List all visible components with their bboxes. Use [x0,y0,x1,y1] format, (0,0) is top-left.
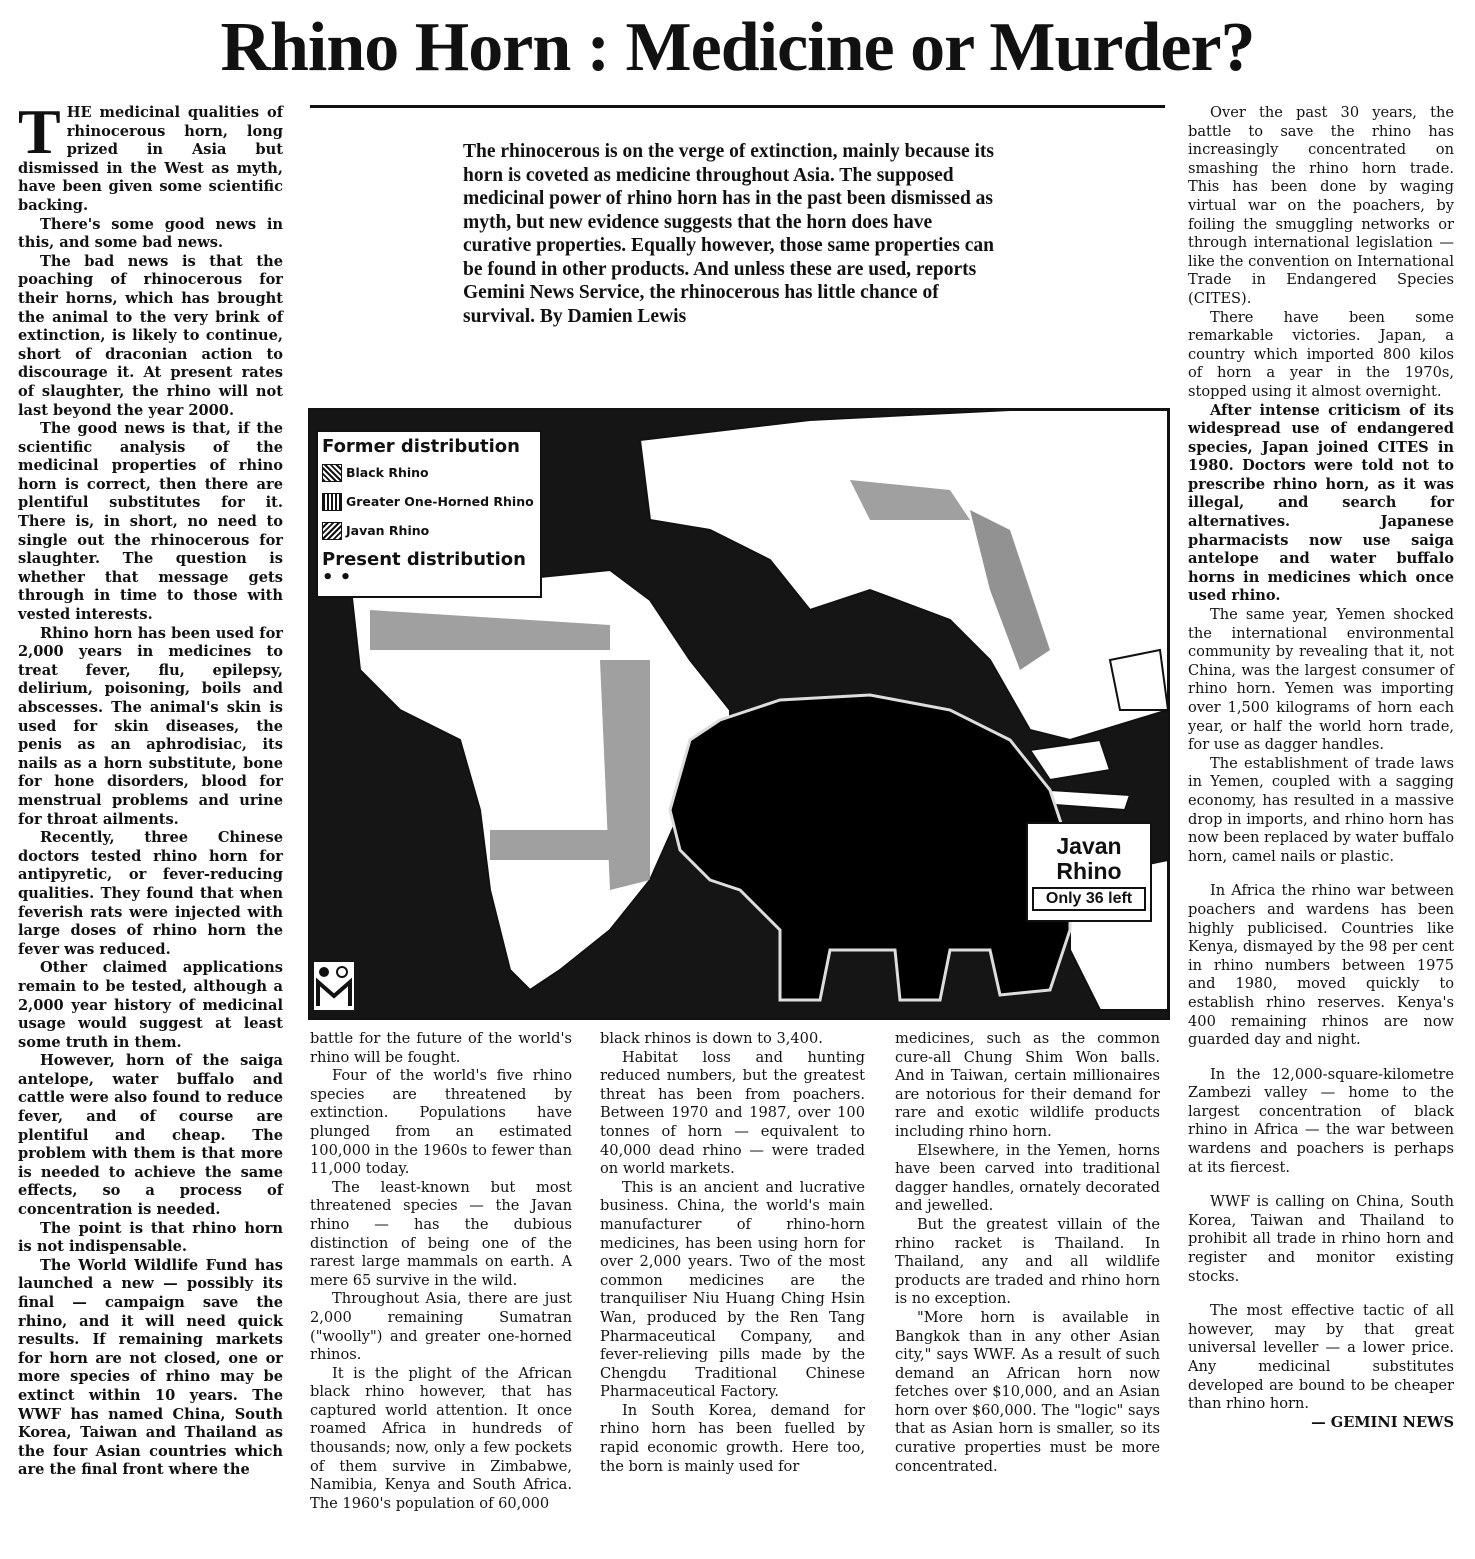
hatch-swatch-icon [322,464,342,482]
javan-rhino-callout: Javan Rhino Only 36 left [1026,822,1152,922]
paragraph: WWF is calling on China, South Korea, Taiwan and Thailand to prohibit all trade in rhino horn and register and monitor existing stocks. [1188,1193,1454,1285]
paragraph: In South Korea, demand for rhino horn has been fuelled by rapid economic growth. Here too, the born is mainly used for [600,1401,865,1475]
paragraph: Rhino horn has been used for 2,000 years in medicines to treat fever, flu, epilepsy, delirium, poisoning, boils and abscesses. The animal's skin is used for skin diseases, the penis as an aphrodisiac, its nails as a horn substitute, bone for hone disorders, blood for menstrual problems and urine for throat ailments. [18,624,283,828]
legend-item-greater-one-horned: Greater One-Horned Rhino [318,487,540,516]
paragraph: Throughout Asia, there are just 2,000 remaining Sumatran ("woolly") and greater one-horned rhinos. [310,1290,572,1364]
map-legend [316,430,542,598]
headline: Rhino Horn : Medicine or Murder? [220,9,1255,86]
paragraph: The same year, Yemen shocked the international environmental community by revealing that it, not China, was the largest consumer of rhino horn. Yemen was importing over 1,500 kilograms of horn each year, or half the world horn trade, for use as dagger handles. [1188,606,1454,754]
paragraph: There have been some remarkable victories. Japan, a country which imported 800 kilos of horn a year in the 1970s, stopped using it almost overnight. [1188,308,1454,400]
paragraph: battle for the future of the world's rhino will be fought. [310,1030,572,1066]
paragraph: Four of the world's five rhino species are threatened by extinction. Populations have plunged from an estimated 100,000 in the 1960s to fewer than 11,000 today. [310,1067,572,1178]
paragraph: But the greatest villain of the rhino racket is Thailand. In Thailand, any and all wildlife products are traded and rhino horn is no exception. [895,1215,1160,1308]
article-column-4 [895,1030,1160,1476]
paragraph: The least-known but most threatened species — the Javan rhino — has the dubious distinction of being one of the rarest large mammals on earth. A mere 65 survive in the wild. [310,1178,572,1289]
standfirst: The rhinocerous is on the verge of extinction, mainly because its horn is coveted as medicine throughout Asia. The supposed medicinal power of rhino horn has in the past been dismissed as myth, but new evidence suggests that the horn does have curative properties. Equally however, those same properties can be found in other products. And unless these are used, reports Gemini News Service, the rhinocerous has little chance of survival. By Damien Lewis [463,141,994,327]
paragraph: Over the past 30 years, the battle to save the rhino has increasingly concentrated on smashing the rhino horn trade. This has been done by waging virtual war on the poachers, by foiling the smuggling networks or through international legislation — like the convention on International Trade in Endangered Species (CITES). [1188,104,1454,307]
legend-present-heading: Present distribution [322,549,526,570]
paragraph: The bad news is that the poaching of rhinocerous for their horns, which has brought the animal to the very brink of extinction, is likely to continue, short of draconian action to discourage it. At present rates of slaughter, the rhino will not last beyond the year 2000. [18,252,283,419]
legend-item-javan: Javan Rhino [318,516,540,545]
drop-cap: T [18,96,61,167]
distribution-map [308,408,1170,1020]
paragraph: black rhinos is down to 3,400. [600,1030,823,1047]
top-rule [310,105,1165,108]
paragraph: "More horn is available in Bangkok than in any other Asian city," says WWF. As a result of such demand an African horn now fetches over $10,000, and an Asian horn over $60,000. The "logic" says that as Asian horn is smaller, so its curative properties must be more concentrated. [895,1308,1160,1475]
paragraph: HE medicinal qualities of rhinocerous horn, long prized in Asia but dismissed in the West as myth, have been given some scientific backing. [18,104,283,214]
paragraph: However, horn of the saiga antelope, water buffalo and cattle were also found to reduce fever, and of course are plentiful and cheap. The problem with them is that more is needed to achieve the same effects, so a process of concentration is needed. [18,1052,283,1219]
paragraph: In Africa the rhino war between poachers and wardens has been highly publicised. Countries like Kenya, dismayed by the 98 per cent in rhino numbers between 1975 and 1980, moved quickly to establish rhino reserves. Kenya's 400 remaining rhinos are now guarded day and night. [1188,882,1454,1049]
legend-item-black-rhino: Black Rhino [318,458,540,487]
signoff: — GEMINI NEWS [1311,1413,1454,1431]
article-column-5 [1188,104,1454,1432]
asia-landmass [640,410,1168,740]
legend-former-heading: Former distribution [322,436,520,457]
paragraph: The good news is that, if the scientific analysis of the medicinal properties of rhino horn is correct, then there are plentiful substitutes for it. There is, in short, no need to single out the rhinocerous for slaughter. The question is whether that message gets through in time to those with vested interests. [18,420,283,624]
paragraph: The point is that rhino horn is not indispensable. [18,1219,283,1256]
paragraph: It is the plight of the African black rhino however, that has captured world attention. It once roamed Africa in hundreds of thousands; now, only a few pockets of them survive in Zimbabwe, Namibia, Kenya and South Africa. The 1960's population of 60,000 [310,1364,572,1512]
paragraph: There's some good news in this, and some bad news. [18,215,283,252]
paragraph: This is an ancient and lucrative business. China, the world's main manufacturer of rhino-horn medicines, has been using horn for over 2,000 years. Two of the most common medicines are the tranquiliser Niu Huang Ching Hsin Wan, produced by the Ren Tang Pharmaceutical Company, and fever-relieving pills made by the Chengdu Traditional Chinese Pharmaceutical Factory. [600,1178,865,1401]
paragraph: The World Wildlife Fund has launched a new — possibly its final — campaign save the rhino, and it will need quick results. If remaining markets for horn are not closed, one or more species of rhino may be extinct within 10 years. The WWF has named China, South Korea, Taiwan and Thailand as the four Asian countries which are the final front where the [18,1256,283,1479]
hatch-swatch-icon [322,493,342,511]
paragraph: Habitat loss and hunting reduced numbers, but the greatest threat has been from poachers. Between 1970 and 1987, over 100 tonnes of horn — equivalent to 40,000 dead rhino — were traded on world markets. [600,1048,865,1178]
paragraph: Elsewhere, in the Yemen, horns have been carved into traditional dagger handles, ornately decorated and jewelled. [895,1141,1160,1215]
article-column-3 [600,1030,865,1476]
paragraph: After intense criticism of its widespread use of endangered species, Japan joined CITES in 1980. Doctors were told not to prescribe rhino horn, as it was illegal, and search for alternatives. Japanese pharmacists now use saiga antelope and water buffalo horns in medicines which once used rhino. [1188,401,1454,605]
paragraph: Recently, three Chinese doctors tested rhino horn for antipyretic, or fever-reducing qualities. They found that when feverish rats were injected with large doses of rhino horn the fever was reduced. [18,829,283,958]
article-column-2 [310,1030,572,1513]
present-marker-icon: • • [322,567,352,588]
hatch-swatch-icon [322,522,342,540]
paragraph: The most effective tactic of all however, may by that great universal leveller — a lower price. Any medicinal substitutes developed are bound to be cheaper than rhino horn. [1188,1302,1454,1413]
rhino-silhouette [670,695,1070,1000]
paragraph: medicines, such as the common cure-all Chung Shim Won balls. And in Taiwan, certain millionaires are notorious for their demand for rare and exotic wildlife products including rhino horn. [895,1030,1160,1140]
paragraph: In the 12,000-square-kilometre Zambezi valley — home to the largest concentration of black rhino in Africa — the war between wardens and poachers is perhaps at its fiercest. [1188,1065,1454,1176]
paragraph: The establishment of trade laws in Yemen, coupled with a sagging economy, has resulted in a massive drop in imports, and rhino horn has now been replaced by water buffalo horn, camel nails or plastic. [1188,754,1454,865]
article-column-1 [18,96,283,1480]
paragraph: Other claimed applications remain to be tested, although a 2,000 year history of medicinal usage would suggest at least some truth in them. [18,959,283,1051]
gemini-logo-icon [314,962,354,1010]
